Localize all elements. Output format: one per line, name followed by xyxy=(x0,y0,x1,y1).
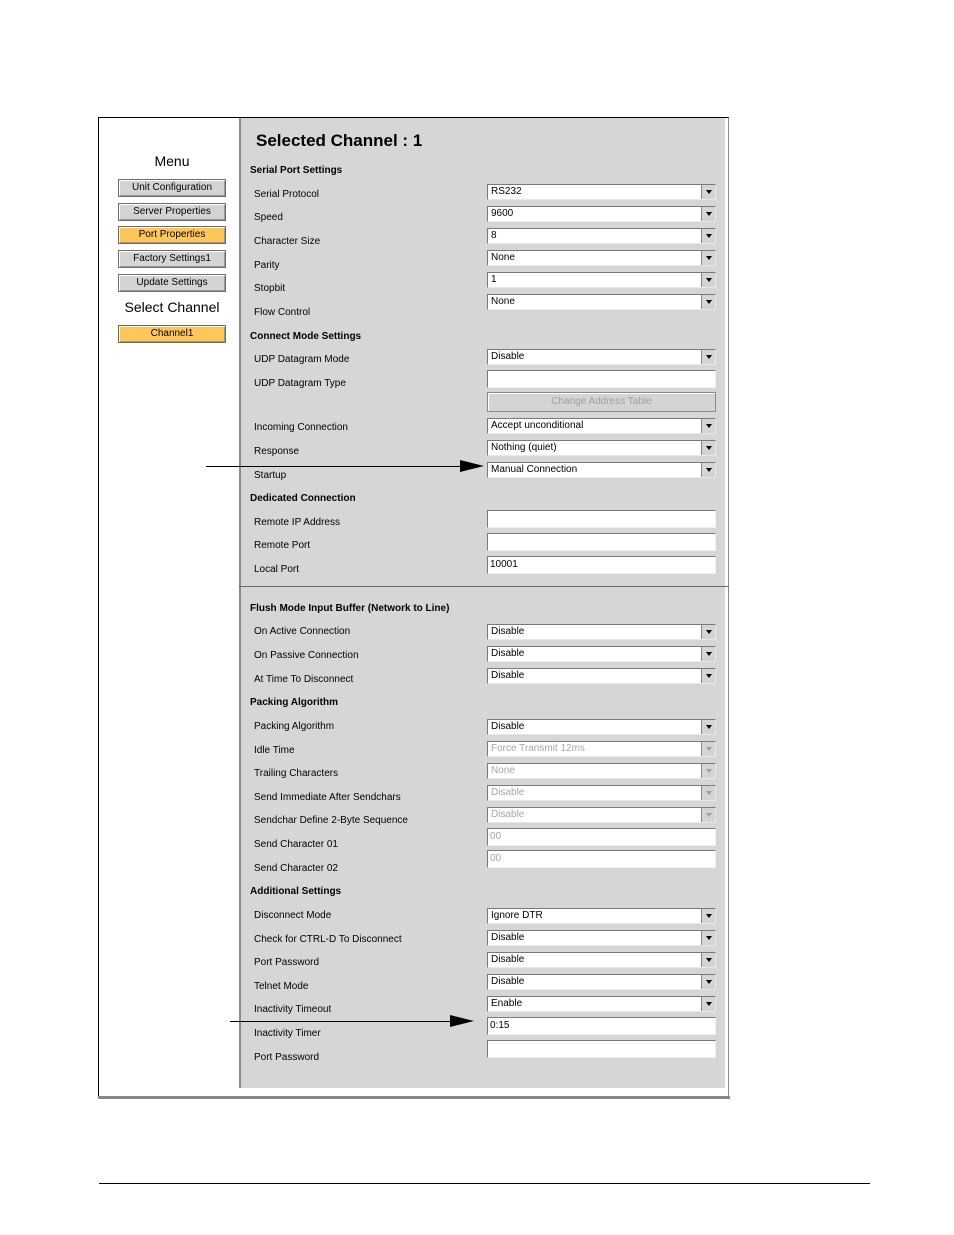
section-flush-mode-input-buffer: Flush Mode Input Buffer (Network to Line) xyxy=(250,603,450,614)
character-size-value: 8 xyxy=(491,230,497,241)
section-serial-port-settings: Serial Port Settings xyxy=(250,165,343,176)
stopbit-select[interactable] xyxy=(487,272,716,288)
send-immediate-select[interactable] xyxy=(487,785,716,801)
chevron-down-icon xyxy=(701,463,715,477)
chevron-down-icon xyxy=(701,207,715,221)
check-ctrl-d-select[interactable] xyxy=(487,930,716,946)
menu-title: Menu xyxy=(154,153,190,169)
idle-time-value: Force Transmit 12ms xyxy=(491,743,585,754)
sendchar-define-label: Sendchar Define 2-Byte Sequence xyxy=(254,815,408,826)
chevron-down-icon xyxy=(701,808,715,822)
serial-protocol-label: Serial Protocol xyxy=(254,189,320,200)
local-port-label: Local Port xyxy=(254,564,300,575)
chevron-down-icon xyxy=(701,786,715,800)
chevron-down-icon xyxy=(701,273,715,287)
port-password-value: Disable xyxy=(491,954,525,965)
udp-datagram-type-input[interactable] xyxy=(487,370,716,388)
remote-port-label: Remote Port xyxy=(254,540,311,551)
startup-value: Manual Connection xyxy=(491,464,578,475)
menu-factory-settings-button[interactable]: Factory Settings1 xyxy=(118,250,226,268)
speed-select[interactable] xyxy=(487,206,716,222)
speed-label: Speed xyxy=(254,212,283,223)
callout-arrow-line-startup xyxy=(206,466,464,467)
stopbit-label: Stopbit xyxy=(254,283,286,294)
change-address-table-button[interactable]: Change Address Table xyxy=(487,392,716,412)
channel1-button[interactable]: Channel1 xyxy=(118,325,226,343)
check-ctrl-d-label: Check for CTRL-D To Disconnect xyxy=(254,934,402,945)
inactivity-timeout-select[interactable] xyxy=(487,996,716,1012)
chevron-down-icon xyxy=(701,953,715,967)
on-passive-connection-label: On Passive Connection xyxy=(254,650,359,661)
inactivity-timer-input[interactable]: 0:15 xyxy=(487,1017,716,1035)
chevron-down-icon xyxy=(701,764,715,778)
response-value: Nothing (quiet) xyxy=(491,442,557,453)
serial-protocol-select[interactable] xyxy=(487,184,716,200)
inactivity-timeout-label: Inactivity Timeout xyxy=(254,1004,332,1015)
chevron-down-icon xyxy=(701,251,715,265)
send-character-02-label: Send Character 02 xyxy=(254,863,338,874)
flow-control-select[interactable] xyxy=(487,294,716,310)
page-title: Selected Channel : 1 xyxy=(256,131,423,150)
screenshot-frame xyxy=(98,117,729,1097)
flow-control-value: None xyxy=(491,296,515,307)
inactivity-timeout-value: Enable xyxy=(491,998,523,1009)
callout-arrowhead-inactivity xyxy=(450,1015,474,1027)
incoming-connection-label: Incoming Connection xyxy=(254,422,348,433)
menu-unit-configuration-button[interactable]: Unit Configuration xyxy=(118,179,226,197)
port-properties-panel xyxy=(239,118,725,1088)
chevron-down-icon xyxy=(701,975,715,989)
packing-algorithm-value: Disable xyxy=(491,721,525,732)
chevron-down-icon xyxy=(701,229,715,243)
telnet-mode-select[interactable] xyxy=(487,974,716,990)
port-password-select[interactable] xyxy=(487,952,716,968)
section-dedicated-connection: Dedicated Connection xyxy=(250,493,356,504)
on-passive-connection-select[interactable] xyxy=(487,646,716,662)
chevron-down-icon xyxy=(701,720,715,734)
remote-port-input[interactable] xyxy=(487,533,716,551)
inactivity-timer-label: Inactivity Timer xyxy=(254,1028,321,1039)
check-ctrl-d-value: Disable xyxy=(491,932,525,943)
send-character-01-input[interactable]: 00 xyxy=(487,828,716,846)
parity-select[interactable] xyxy=(487,250,716,266)
packing-algorithm-select[interactable] xyxy=(487,719,716,735)
callout-arrowhead-startup xyxy=(460,460,484,472)
disconnect-mode-value: Ignore DTR xyxy=(491,910,543,921)
serial-protocol-value: RS232 xyxy=(491,186,522,197)
udp-datagram-mode-select[interactable] xyxy=(487,349,716,365)
disconnect-mode-select[interactable] xyxy=(487,908,716,924)
menu-update-settings-button[interactable]: Update Settings xyxy=(118,274,226,292)
disconnect-mode-label: Disconnect Mode xyxy=(254,910,332,921)
send-immediate-value: Disable xyxy=(491,787,525,798)
chevron-down-icon xyxy=(701,441,715,455)
chevron-down-icon xyxy=(701,647,715,661)
section-additional-settings: Additional Settings xyxy=(250,886,342,897)
chevron-down-icon xyxy=(701,625,715,639)
frame-shadow xyxy=(98,1096,730,1099)
on-active-connection-value: Disable xyxy=(491,626,525,637)
send-character-01-label: Send Character 01 xyxy=(254,839,338,850)
at-time-to-disconnect-label: At Time To Disconnect xyxy=(254,674,354,685)
character-size-select[interactable] xyxy=(487,228,716,244)
footer-rule xyxy=(99,1183,870,1184)
trailing-characters-value: None xyxy=(491,765,515,776)
chevron-down-icon xyxy=(701,909,715,923)
menu-port-properties-button[interactable]: Port Properties xyxy=(118,226,226,244)
section-connect-mode-settings: Connect Mode Settings xyxy=(250,331,362,342)
chevron-down-icon xyxy=(701,185,715,199)
chevron-down-icon xyxy=(701,419,715,433)
at-time-to-disconnect-select[interactable] xyxy=(487,668,716,684)
response-label: Response xyxy=(254,446,300,457)
port-password-text-label: Port Password xyxy=(254,1052,320,1063)
remote-ip-address-label: Remote IP Address xyxy=(254,517,340,528)
on-active-connection-select[interactable] xyxy=(487,624,716,640)
callout-arrow-line-inactivity xyxy=(230,1021,454,1022)
select-channel-title: Select Channel xyxy=(124,299,220,315)
menu-panel xyxy=(99,118,239,1096)
packing-algorithm-label: Packing Algorithm xyxy=(254,721,335,732)
telnet-mode-value: Disable xyxy=(491,976,525,987)
character-size-label: Character Size xyxy=(254,236,321,247)
trailing-characters-label: Trailing Characters xyxy=(254,768,339,779)
send-character-02-input[interactable]: 00 xyxy=(487,850,716,868)
port-password-label: Port Password xyxy=(254,957,320,968)
chevron-down-icon xyxy=(701,742,715,756)
menu-server-properties-button[interactable]: Server Properties xyxy=(118,203,226,221)
parity-value: None xyxy=(491,252,515,263)
idle-time-label: Idle Time xyxy=(254,745,295,756)
on-passive-connection-value: Disable xyxy=(491,648,525,659)
idle-time-select[interactable] xyxy=(487,741,716,757)
udp-datagram-mode-value: Disable xyxy=(491,351,525,362)
chevron-down-icon xyxy=(701,931,715,945)
incoming-connection-value: Accept unconditional xyxy=(491,420,584,431)
telnet-mode-label: Telnet Mode xyxy=(254,981,309,992)
stopbit-value: 1 xyxy=(491,274,497,285)
section-packing-algorithm: Packing Algorithm xyxy=(250,697,338,708)
send-immediate-label: Send Immediate After Sendchars xyxy=(254,792,401,803)
at-time-to-disconnect-value: Disable xyxy=(491,670,525,681)
parity-label: Parity xyxy=(254,260,280,271)
startup-select[interactable] xyxy=(487,462,716,478)
sendchar-define-value: Disable xyxy=(491,809,525,820)
udp-datagram-type-label: UDP Datagram Type xyxy=(254,378,346,389)
incoming-connection-select[interactable] xyxy=(487,418,716,434)
response-select[interactable] xyxy=(487,440,716,456)
chevron-down-icon xyxy=(701,997,715,1011)
local-port-input[interactable]: 10001 xyxy=(487,556,716,574)
remote-ip-address-input[interactable] xyxy=(487,510,716,528)
port-password-text-input[interactable] xyxy=(487,1040,716,1058)
on-active-connection-label: On Active Connection xyxy=(254,626,351,637)
udp-datagram-mode-label: UDP Datagram Mode xyxy=(254,354,350,365)
trailing-characters-select[interactable] xyxy=(487,763,716,779)
flow-control-label: Flow Control xyxy=(254,307,311,318)
chevron-down-icon xyxy=(701,350,715,364)
section-divider xyxy=(239,586,729,587)
sendchar-define-select[interactable] xyxy=(487,807,716,823)
chevron-down-icon xyxy=(701,295,715,309)
chevron-down-icon xyxy=(701,669,715,683)
speed-value: 9600 xyxy=(491,208,514,219)
startup-label: Startup xyxy=(254,470,287,481)
